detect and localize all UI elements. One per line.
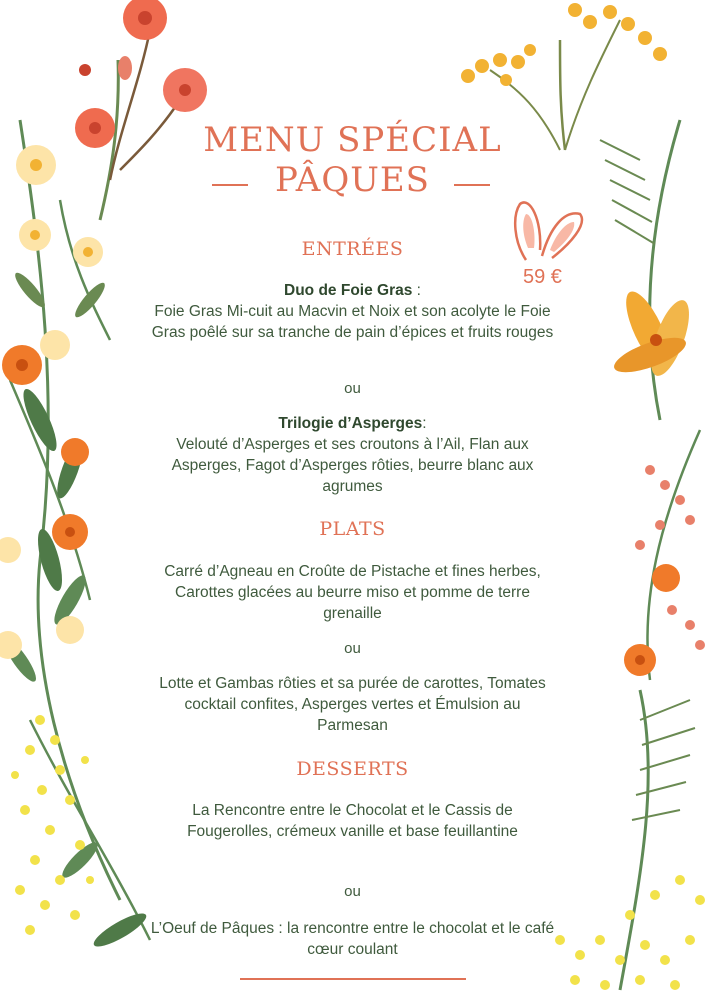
- entree-dish-1-name: Duo de Foie Gras: [284, 282, 413, 299]
- dessert-or: ou: [344, 883, 361, 900]
- menu-subtitle: PÂQUES: [275, 160, 430, 200]
- entree-dish-1: [150, 280, 555, 343]
- bottom-divider: [240, 978, 466, 980]
- entree-dish-1-sep: :: [412, 282, 421, 299]
- menu-price: 59 €: [523, 266, 562, 288]
- plat-dish-2: Lotte et Gambas rôties et sa purée de carottes, Tomates cocktail confites, Asperges vertes et Émulsion au Parmesan: [159, 675, 546, 734]
- plat-dish-1: Carré d’Agneau en Croûte de Pistache et fines herbes, Carottes glacées au beurre miso et pomme de terre grenaille: [164, 563, 541, 622]
- entree-or: ou: [344, 380, 361, 397]
- entree-dish-1-desc: Foie Gras Mi-cuit au Macvin et Noix et son acolyte le Foie Gras poêlé sur sa tranche de pain d’épices et fruits rouges: [151, 303, 554, 341]
- title-dash-right: [454, 184, 490, 186]
- section-heading-plats: PLATS: [319, 518, 386, 540]
- entree-dish-2-sep: :: [422, 415, 427, 432]
- section-heading-entrees: ENTRÉES: [301, 238, 404, 260]
- entree-dish-2-name: Trilogie d’Asperges: [278, 415, 423, 432]
- dessert-dish-2: L’Oeuf de Pâques : la rencontre entre le chocolat et le café cœur coulant: [150, 920, 555, 958]
- entree-dish-2: [150, 413, 555, 497]
- menu-title: MENU SPÉCIAL: [203, 120, 502, 160]
- section-heading-desserts: DESSERTS: [296, 758, 409, 780]
- entree-dish-2-desc: Velouté d’Asperges et ses croutons à l’Ail, Flan aux Asperges, Fagot d’Asperges rôties, beurre blanc aux agrumes: [171, 436, 534, 495]
- menu-content: [150, 0, 555, 1000]
- dessert-dish-1: La Rencontre entre le Chocolat et le Cassis de Fougerolles, crémeux vanille et base feuillantine: [187, 802, 518, 840]
- plat-or: ou: [344, 640, 361, 657]
